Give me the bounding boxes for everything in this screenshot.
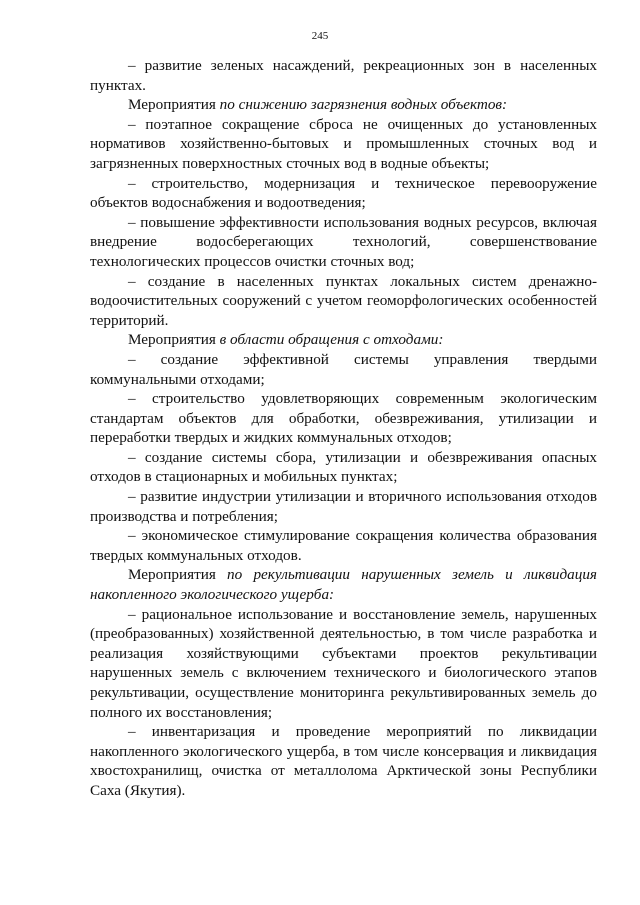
document-body xyxy=(90,56,597,801)
paragraph-economic-incentives: – экономическое стимулирование сокращения количества образования твердых коммунальных отходов. xyxy=(90,527,597,564)
heading-waste-management xyxy=(90,330,597,350)
heading-lead: Мероприятия xyxy=(128,96,220,114)
paragraph-water-efficiency: – повышение эффективности использования водных ресурсов, включая внедрение водосберегающих технологий, совершенствование технологических процессов очистки сточных вод; xyxy=(90,213,597,270)
paragraph-land-restoration: – рациональное использование и восстановление земель, нарушенных (преобразованных) хозяйственной деятельностью, в том числе разработка и реализация хозяйствующими субъектами проектов рекультивации нарушенных земель с включением технического и биологического этапов рекультивации, осуществление мониторинга рекультивированных земель до полного их восстановления; xyxy=(90,605,597,721)
heading-water-pollution xyxy=(90,95,597,115)
heading-topic: по рекультивации нарушенных земель и ликвидация накопленного экологического ущерба: xyxy=(90,566,597,604)
heading-lead: Мероприятия xyxy=(128,566,228,584)
paragraph-accumulated-damage: – инвентаризация и проведение мероприятий по ликвидации накопленного экологического ущерба, в том числе консервация и ликвидация хвостохранилищ, очистка от металлолома Арктической зоны Республики Саха (Якутия). xyxy=(90,723,597,799)
paragraph-hazardous-waste: – создание системы сбора, утилизации и обезвреживания опасных отходов в стационарных и мобильных пунктах; xyxy=(90,448,597,486)
paragraph-waste-system: – создание эффективной системы управления твердыми коммунальными отходами; xyxy=(90,350,597,388)
paragraph-green-zones: – развитие зеленых насаждений, рекреационных зон в населенных пунктах. xyxy=(90,57,597,94)
paragraph-recycling-industry: – развитие индустрии утилизации и вторичного использования отходов производства и потребления; xyxy=(90,488,597,525)
paragraph-waste-facilities: – строительство удовлетворяющих современным экологическим стандартам объектов для обработки, обезвреживания, утилизации и переработки твердых и жидких коммунальных отходов; xyxy=(90,390,597,447)
heading-lead: Мероприятия xyxy=(128,331,220,349)
page-number: 245 xyxy=(311,30,329,42)
paragraph-water-infrastructure: – строительство, модернизация и техническое перевооружение объектов водоснабжения и водоотведения; xyxy=(90,174,597,212)
heading-land-reclamation xyxy=(90,565,597,604)
paragraph-discharge-reduction: – поэтапное сокращение сброса не очищенных до установленных нормативов хозяйственно-бытовых и промышленных сточных вод и загрязненных поверхностных сточных вод в водные объекты; xyxy=(90,115,597,172)
heading-topic: в области обращения с отходами: xyxy=(219,331,444,349)
paragraph-drainage-systems: – создание в населенных пунктах локальных систем дренажно-водоочистительных сооружений с учетом геоморфологических особенностей территорий. xyxy=(90,272,597,329)
heading-topic: по снижению загрязнения водных объектов: xyxy=(219,96,508,114)
